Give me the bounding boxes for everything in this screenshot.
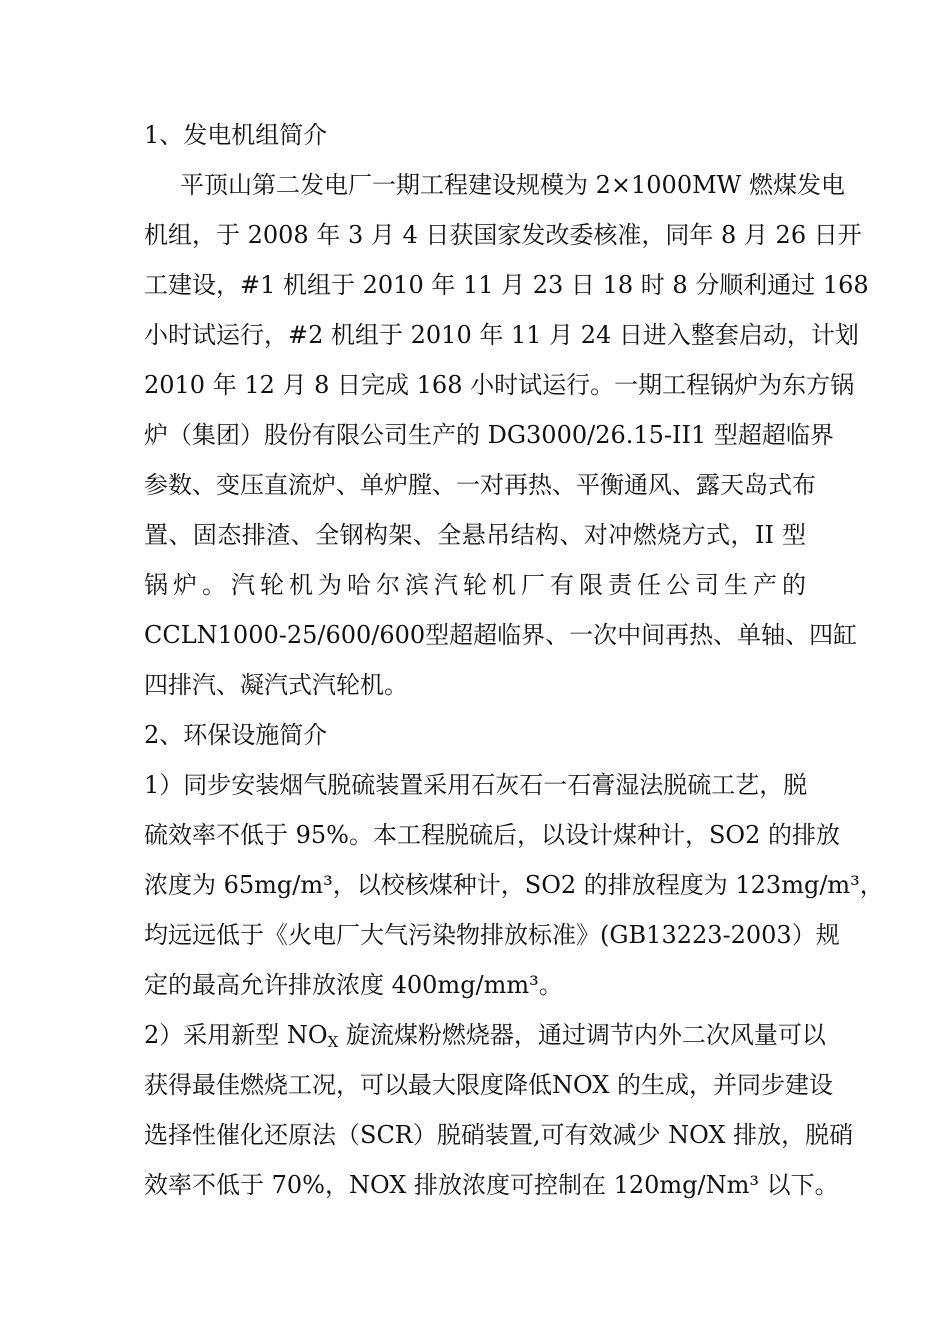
section-heading-environmental-facilities: 2、环保设施简介	[144, 721, 328, 749]
subscript-x: X	[327, 1033, 339, 1051]
paragraph-line: 四排汽、凝汽式汽轮机。	[144, 671, 408, 699]
paragraph-line: 1）同步安装烟气脱硫装置采用石灰石一石膏湿法脱硫工艺，脱	[144, 771, 808, 799]
paragraph-line: 效率不低于 70%，NOX 排放浓度可控制在 120mg/Nm³ 以下。	[144, 1171, 839, 1199]
paragraph-line: 机组，于 2008 年 3 月 4 日获国家发改委核准，同年 8 月 26 日开	[144, 221, 862, 249]
paragraph-line: 均远远低于《火电厂大气污染物排放标准》(GB13223-2003）规	[144, 921, 840, 949]
paragraph-line: 置、固态排渣、全钢构架、全悬吊结构、对冲燃烧方式，II 型	[144, 521, 806, 549]
paragraph-line: 锅炉。汽轮机为哈尔滨汽轮机厂有限责任公司生产的	[144, 571, 806, 599]
text-segment: 旋流煤粉燃烧器，通过调节内外二次风量可以	[338, 1021, 826, 1049]
paragraph-line: 选择性催化还原法（SCR）脱硝装置,可有效减少 NOX 排放，脱硝	[144, 1121, 854, 1149]
paragraph-line-nox-burner	[144, 1017, 826, 1053]
paragraph-line: 2010 年 12 月 8 日完成 168 小时试运行。一期工程锅炉为东方锅	[144, 371, 855, 399]
paragraph-line: CCLN1000-25/600/600型超超临界、一次中间再热、单轴、四缸	[144, 621, 858, 649]
paragraph-line: 参数、变压直流炉、单炉膛、一对再热、平衡通风、露天岛式布	[144, 471, 816, 499]
paragraph-line: 炉（集团）股份有限公司生产的 DG3000/26.15-II1 型超超临界	[144, 421, 834, 449]
paragraph-line: 平顶山第二发电厂一期工程建设规模为 2×1000MW 燃煤发电	[180, 171, 845, 199]
paragraph-line: 小时试运行，#2 机组于 2010 年 11 月 24 日进入整套启动，计划	[144, 321, 859, 349]
section-heading-generator-units: 1、发电机组简介	[144, 121, 328, 149]
paragraph-line: 定的最高允许排放浓度 400mg/mm³。	[144, 971, 563, 999]
paragraph-line: 获得最佳燃烧工况，可以最大限度降低NOX 的生成，并同步建设	[144, 1071, 833, 1099]
paragraph-line: 浓度为 65mg/m³，以校核煤种计，SO2 的排放程度为 123mg/m³，	[144, 871, 884, 899]
text-segment: 2）采用新型 NO	[144, 1021, 328, 1049]
paragraph-line: 工建设，#1 机组于 2010 年 11 月 23 日 18 时 8 分顺利通过 168	[144, 271, 869, 299]
paragraph-line: 硫效率不低于 95%。本工程脱硫后，以设计煤种计，SO2 的排放	[144, 821, 840, 849]
